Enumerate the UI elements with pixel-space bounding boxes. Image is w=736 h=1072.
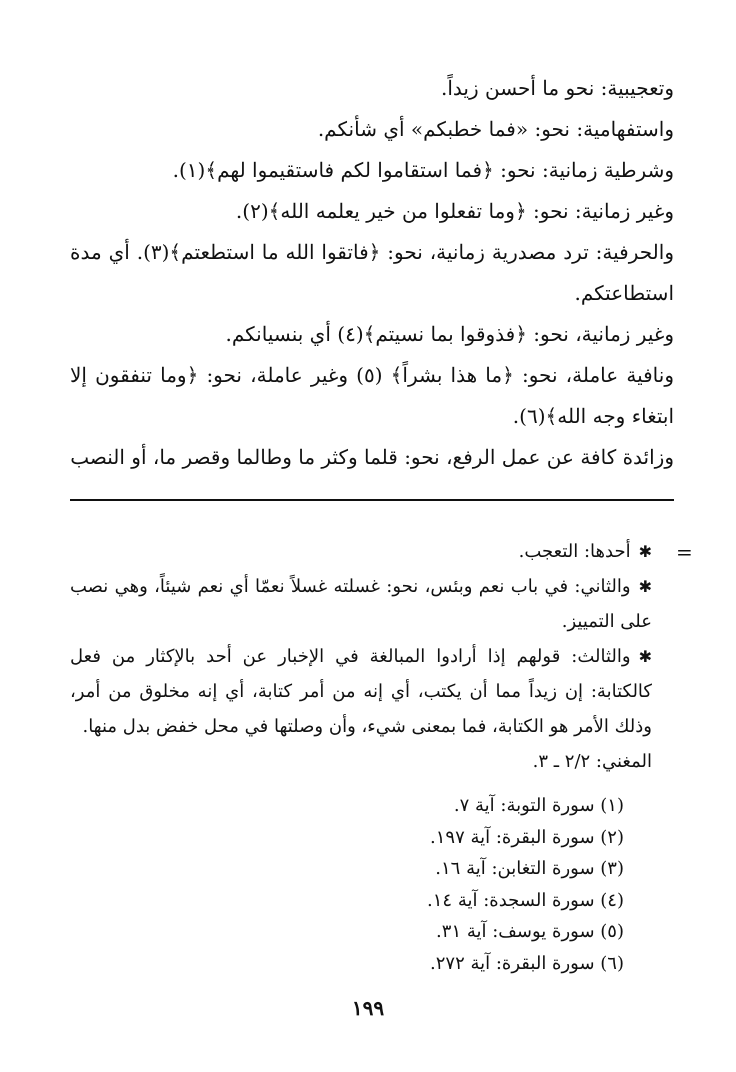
paragraph: وزائدة كافة عن عمل الرفع، نحو: قلما وكثر ما وطالما وقصر ما، أو النصب bbox=[70, 445, 674, 469]
footnote-item bbox=[70, 639, 674, 744]
paragraph: ونافية عاملة، نحو: ﴿ما هذا بشراً﴾ (٥) وغير عاملة، نحو: ﴿وما تنفقون إلا ابتغاء وجه الله﴾(٦). bbox=[70, 363, 674, 428]
reference-item: (٥) سورة يوسف: آية ٣١. bbox=[436, 921, 624, 942]
main-text bbox=[70, 68, 674, 478]
footnote-text: والثاني: في باب نعم وبئس، نحو: غسلته غسلاً نعمّا أي نعم شيئاً، وهي نصب على التمييز. bbox=[70, 576, 652, 632]
reference-item: (١) سورة التوبة: آية ٧. bbox=[453, 795, 624, 816]
paragraph: والحرفية: ترد مصدرية زمانية، نحو: ﴿فاتقوا الله ما استطعتم﴾(٣). أي مدة استطاعتكم. bbox=[70, 240, 674, 305]
star-icon: ✱ bbox=[638, 577, 652, 596]
footnote-item bbox=[70, 534, 674, 569]
paragraph: وغير زمانية، نحو: ﴿فذوقوا بما نسيتم﴾(٤) أي بنسيانكم. bbox=[225, 322, 674, 346]
reference-item: (٢) سورة البقرة: آية ١٩٧. bbox=[430, 826, 624, 848]
continuation-mark: = bbox=[676, 540, 693, 564]
paragraph: واستفهامية: نحو: «فما خطبكم» أي شأنكم. bbox=[317, 117, 674, 141]
page-number: ١٩٩ bbox=[351, 996, 385, 1020]
footnote-text: والثالث: قولهم إذا أرادوا المبالغة في الإخبار عن أحد بالإكثار من فعل كالكتابة: إن زيداً مما أن يكتب، أي إنه من أمر كتابة، أي إنه مخلوق من أمر، وذلك الأمر هو الكتابة، فما بمعنى شيء، وأن وصلتها في محل خفض بدل منها. bbox=[70, 646, 652, 737]
star-icon: ✱ bbox=[638, 542, 652, 561]
footnotes-section bbox=[70, 534, 674, 779]
footnote-text: أحدها: التعجب. bbox=[518, 541, 631, 562]
footnote-item bbox=[70, 569, 674, 639]
reference-item: (٤) سورة السجدة: آية ١٤. bbox=[427, 889, 624, 911]
references-list bbox=[427, 790, 624, 979]
star-icon: ✱ bbox=[638, 647, 652, 666]
paragraph: وتعجيبية: نحو ما أحسن زيداً. bbox=[440, 76, 674, 100]
reference-item: (٦) سورة البقرة: آية ٢٧٢. bbox=[430, 952, 624, 974]
reference-item: (٣) سورة التغابن: آية ١٦. bbox=[435, 858, 624, 879]
footnote-divider bbox=[70, 499, 674, 501]
paragraph: وغير زمانية: نحو: ﴿وما تفعلوا من خير يعلمه الله﴾(٢). bbox=[235, 199, 674, 223]
paragraph: وشرطية زمانية: نحو: ﴿فما استقاموا لكم فاستقيموا لهم﴾(١). bbox=[172, 158, 674, 182]
footnote-source: المغني: ٢/٢ ـ ٣. bbox=[532, 751, 652, 772]
